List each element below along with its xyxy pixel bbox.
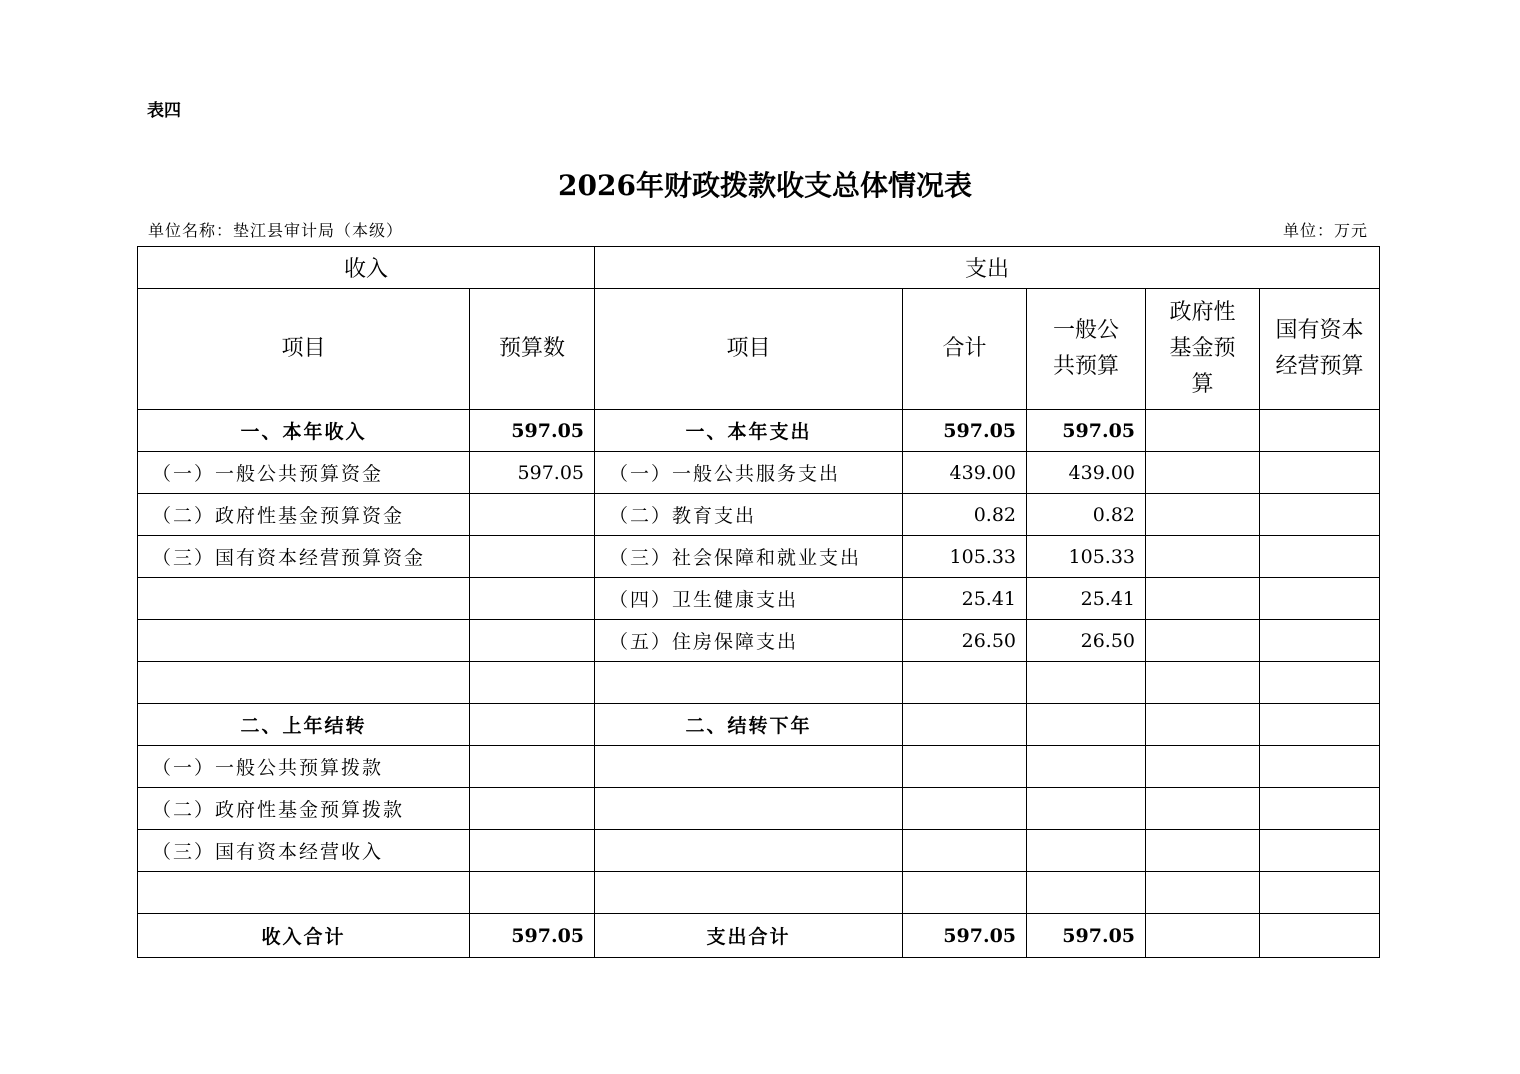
expense-total-cell bbox=[903, 788, 1027, 830]
fund-budget-cell bbox=[1146, 578, 1260, 620]
income-item-cell: （二）政府性基金预算资金 bbox=[138, 494, 470, 536]
state-capital-cell bbox=[1260, 494, 1380, 536]
expense-item-header: 项目 bbox=[595, 289, 903, 410]
fund-budget-cell bbox=[1146, 788, 1260, 830]
state-capital-cell bbox=[1260, 536, 1380, 578]
general-budget-cell bbox=[1027, 830, 1146, 872]
expense-item-cell: （四）卫生健康支出 bbox=[595, 578, 903, 620]
income-budget-cell bbox=[470, 788, 595, 830]
expense-item-cell bbox=[595, 872, 903, 914]
state-capital-cell bbox=[1260, 704, 1380, 746]
expense-total-cell: 0.82 bbox=[903, 494, 1027, 536]
expense-item-cell bbox=[595, 746, 903, 788]
fund-budget-header-line2: 基金预 bbox=[1169, 336, 1236, 361]
income-section-header: 收入 bbox=[138, 247, 595, 289]
state-capital-budget-header bbox=[1260, 289, 1380, 410]
expense-item-cell bbox=[595, 662, 903, 704]
budget-table bbox=[137, 246, 1380, 958]
expense-item-cell: 二、结转下年 bbox=[595, 704, 903, 746]
general-budget-cell: 597.05 bbox=[1027, 410, 1146, 452]
income-budget-cell bbox=[470, 872, 595, 914]
income-item-cell bbox=[138, 662, 470, 704]
unit-name-label: 单位名称：垫江县审计局（本级） bbox=[148, 221, 404, 240]
state-capital-budget-header-line2: 经营预算 bbox=[1275, 354, 1364, 379]
general-budget-header-line2: 共预算 bbox=[1053, 354, 1120, 379]
state-capital-cell bbox=[1260, 620, 1380, 662]
expense-item-cell: （五）住房保障支出 bbox=[595, 620, 903, 662]
expense-total-cell: 105.33 bbox=[903, 536, 1027, 578]
income-item-cell bbox=[138, 578, 470, 620]
state-capital-total-value bbox=[1260, 914, 1380, 958]
fund-budget-cell bbox=[1146, 662, 1260, 704]
income-item-cell: （一）一般公共预算拨款 bbox=[138, 746, 470, 788]
expense-total-cell bbox=[903, 872, 1027, 914]
table-row bbox=[138, 536, 1380, 578]
fund-budget-cell bbox=[1146, 872, 1260, 914]
table-row bbox=[138, 704, 1380, 746]
table-row bbox=[138, 410, 1380, 452]
income-item-cell: （三）国有资本经营预算资金 bbox=[138, 536, 470, 578]
expense-section-header: 支出 bbox=[595, 247, 1380, 289]
expense-total-cell: 26.50 bbox=[903, 620, 1027, 662]
fund-budget-cell bbox=[1146, 830, 1260, 872]
general-budget-cell bbox=[1027, 872, 1146, 914]
expense-total-value: 597.05 bbox=[903, 914, 1027, 958]
table-number-label: 表四 bbox=[147, 101, 181, 121]
income-item-cell: （一）一般公共预算资金 bbox=[138, 452, 470, 494]
fund-budget-cell bbox=[1146, 494, 1260, 536]
table-row bbox=[138, 494, 1380, 536]
state-capital-cell bbox=[1260, 578, 1380, 620]
general-budget-cell: 0.82 bbox=[1027, 494, 1146, 536]
fund-budget-cell bbox=[1146, 452, 1260, 494]
table-row bbox=[138, 452, 1380, 494]
expense-item-cell: （二）教育支出 bbox=[595, 494, 903, 536]
table-row bbox=[138, 620, 1380, 662]
expense-total-cell: 439.00 bbox=[903, 452, 1027, 494]
table-row bbox=[138, 872, 1380, 914]
general-budget-cell bbox=[1027, 746, 1146, 788]
income-total-label: 收入合计 bbox=[138, 914, 470, 958]
fund-budget-cell bbox=[1146, 536, 1260, 578]
income-budget-cell bbox=[470, 830, 595, 872]
total-header: 合计 bbox=[903, 289, 1027, 410]
state-capital-budget-header-line1: 国有资本 bbox=[1275, 318, 1364, 343]
state-capital-cell bbox=[1260, 830, 1380, 872]
state-capital-cell bbox=[1260, 746, 1380, 788]
expense-total-cell: 597.05 bbox=[903, 410, 1027, 452]
table-row bbox=[138, 578, 1380, 620]
state-capital-cell bbox=[1260, 452, 1380, 494]
general-budget-cell bbox=[1027, 788, 1146, 830]
income-budget-cell bbox=[470, 620, 595, 662]
income-budget-cell bbox=[470, 494, 595, 536]
general-budget-cell: 105.33 bbox=[1027, 536, 1146, 578]
fund-budget-header bbox=[1146, 289, 1260, 410]
table-row bbox=[138, 830, 1380, 872]
general-budget-header-line1: 一般公 bbox=[1053, 318, 1120, 343]
table-row bbox=[138, 788, 1380, 830]
expense-total-cell bbox=[903, 704, 1027, 746]
fund-budget-cell bbox=[1146, 704, 1260, 746]
state-capital-cell bbox=[1260, 788, 1380, 830]
table-row bbox=[138, 746, 1380, 788]
fund-budget-header-line3: 算 bbox=[1191, 372, 1214, 397]
general-budget-cell: 26.50 bbox=[1027, 620, 1146, 662]
income-budget-cell bbox=[470, 536, 595, 578]
income-budget-cell: 597.05 bbox=[470, 410, 595, 452]
income-item-cell bbox=[138, 872, 470, 914]
income-item-cell: （二）政府性基金预算拨款 bbox=[138, 788, 470, 830]
fund-budget-header-line1: 政府性 bbox=[1169, 300, 1236, 325]
fund-budget-cell bbox=[1146, 410, 1260, 452]
income-budget-header: 预算数 bbox=[470, 289, 595, 410]
expense-item-cell: （一）一般公共服务支出 bbox=[595, 452, 903, 494]
income-budget-cell bbox=[470, 746, 595, 788]
expense-total-label: 支出合计 bbox=[595, 914, 903, 958]
income-item-cell: （三）国有资本经营收入 bbox=[138, 830, 470, 872]
expense-item-cell: 一、本年支出 bbox=[595, 410, 903, 452]
income-budget-cell bbox=[470, 704, 595, 746]
section-header-row bbox=[138, 247, 1380, 289]
fund-budget-cell bbox=[1146, 620, 1260, 662]
income-budget-cell: 597.05 bbox=[470, 452, 595, 494]
income-item-cell: 一、本年收入 bbox=[138, 410, 470, 452]
income-total-value: 597.05 bbox=[470, 914, 595, 958]
income-item-header: 项目 bbox=[138, 289, 470, 410]
general-budget-total-value: 597.05 bbox=[1027, 914, 1146, 958]
general-budget-cell bbox=[1027, 704, 1146, 746]
fund-budget-cell bbox=[1146, 746, 1260, 788]
expense-item-cell bbox=[595, 788, 903, 830]
expense-total-cell bbox=[903, 830, 1027, 872]
expense-total-cell: 25.41 bbox=[903, 578, 1027, 620]
table-row bbox=[138, 662, 1380, 704]
general-budget-header bbox=[1027, 289, 1146, 410]
state-capital-cell bbox=[1260, 872, 1380, 914]
income-item-cell bbox=[138, 620, 470, 662]
general-budget-cell: 439.00 bbox=[1027, 452, 1146, 494]
expense-total-cell bbox=[903, 746, 1027, 788]
expense-total-cell bbox=[903, 662, 1027, 704]
state-capital-cell bbox=[1260, 662, 1380, 704]
general-budget-cell bbox=[1027, 662, 1146, 704]
state-capital-cell bbox=[1260, 410, 1380, 452]
income-budget-cell bbox=[470, 662, 595, 704]
income-budget-cell bbox=[470, 578, 595, 620]
general-budget-cell: 25.41 bbox=[1027, 578, 1146, 620]
document-title: 2026年财政拨款收支总体情况表 bbox=[558, 169, 972, 202]
currency-unit-label: 单位：万元 bbox=[1282, 221, 1368, 240]
totals-row bbox=[138, 914, 1380, 958]
fund-budget-total-value bbox=[1146, 914, 1260, 958]
column-header-row bbox=[138, 289, 1380, 410]
expense-item-cell: （三）社会保障和就业支出 bbox=[595, 536, 903, 578]
income-item-cell: 二、上年结转 bbox=[138, 704, 470, 746]
expense-item-cell bbox=[595, 830, 903, 872]
